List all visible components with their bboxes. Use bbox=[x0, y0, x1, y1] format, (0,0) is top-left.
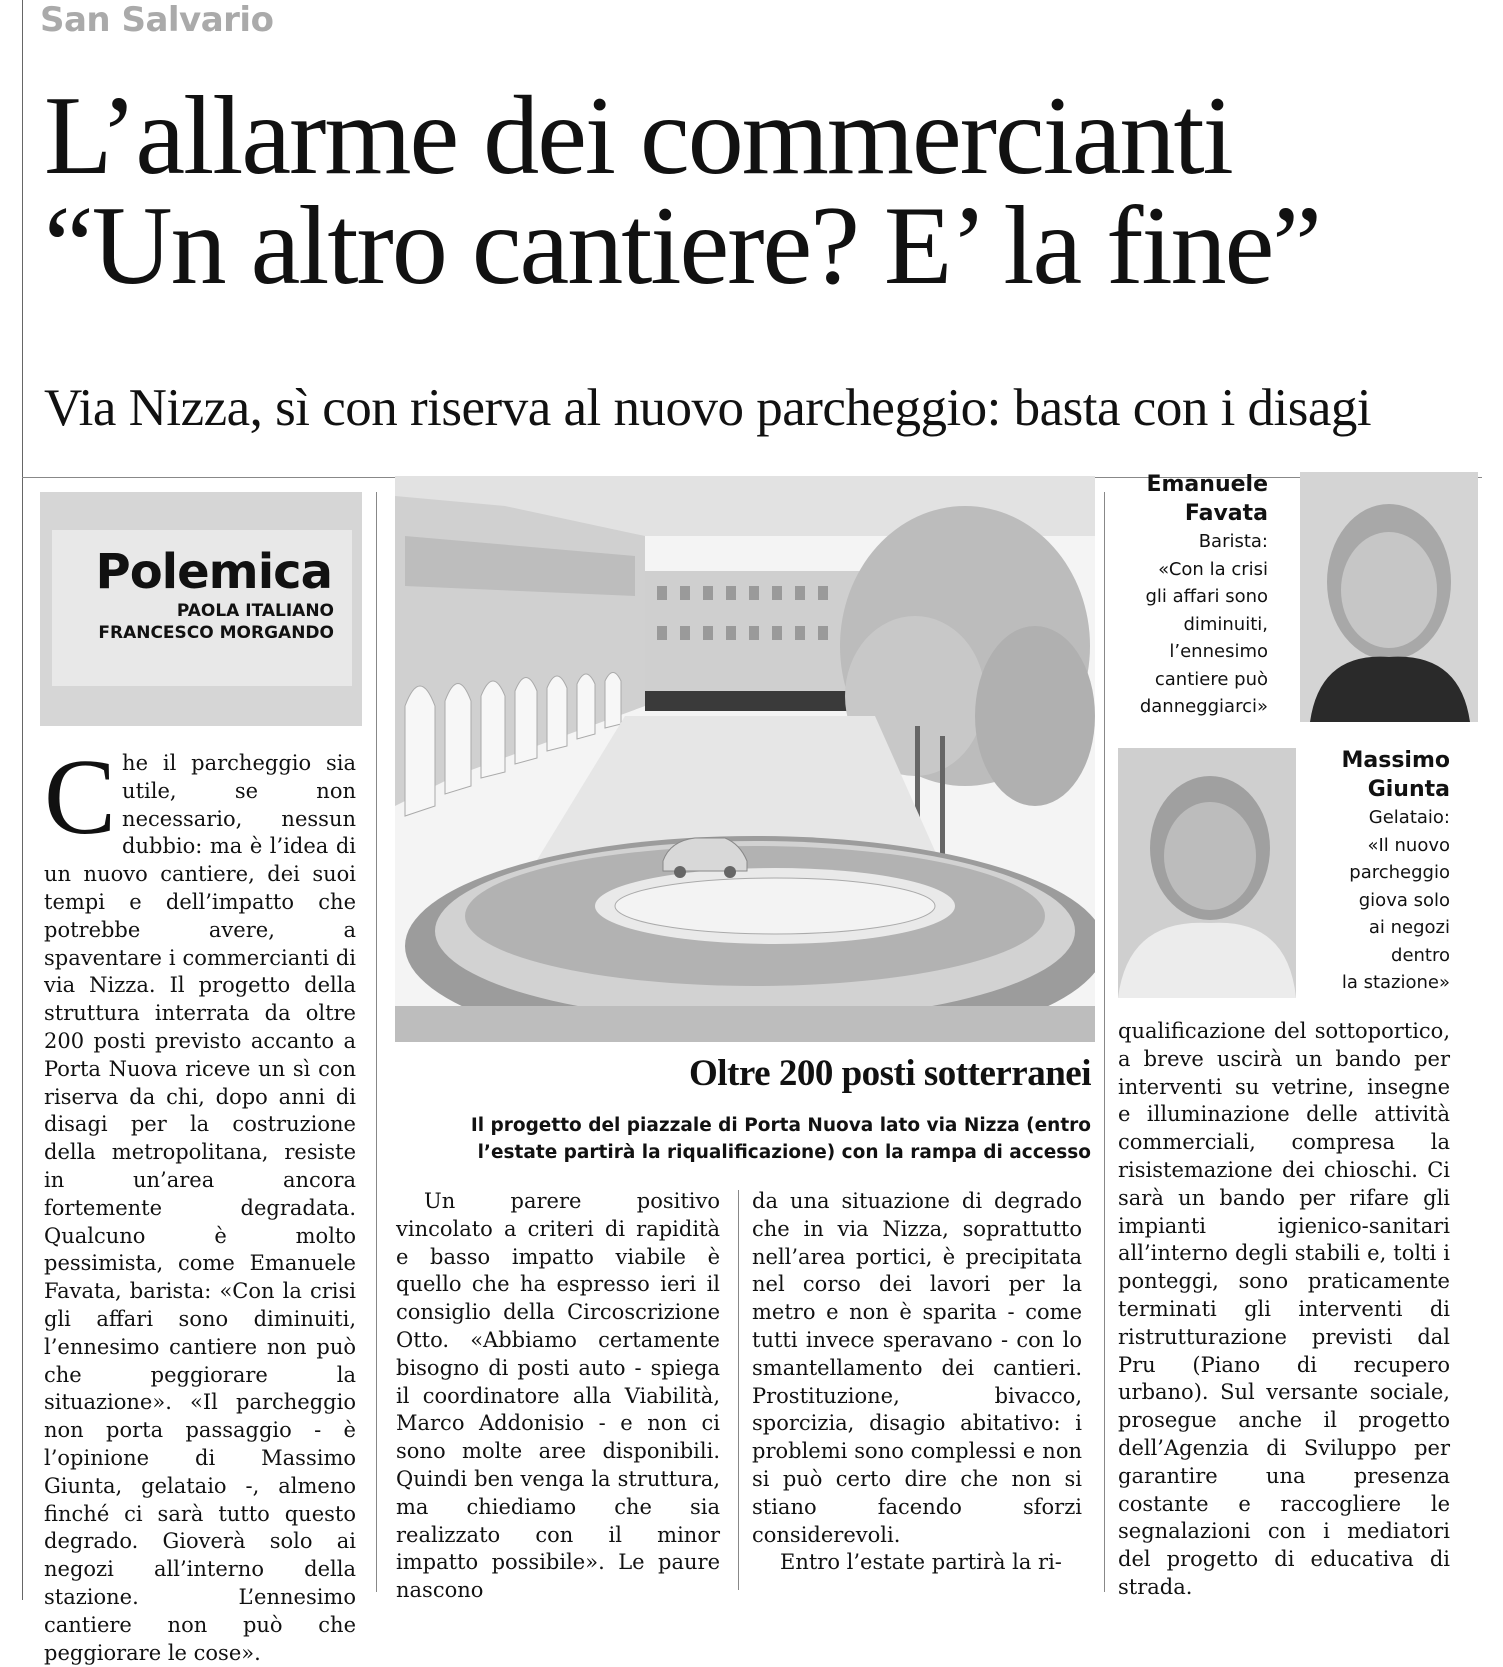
article-column-2 bbox=[396, 1188, 720, 1605]
article-column-1 bbox=[44, 738, 356, 1665]
quote-1-role: Barista: bbox=[1198, 531, 1268, 552]
author-2: FRANCESCO MORGANDO bbox=[98, 623, 334, 643]
article-text-col1: he il parcheggio sia utile, se non necessario, nessun dubbio: ma è l’idea di un nuovo cantiere, dei suoi tempi e dell’impatto che potrebbe avere, a spaventare i commercianti di via Nizza. Il progetto della struttura interrata da oltre 200 posti previsto accanto a Porta Nuova riceve un sì con riserva da chi, dopo anni di disagi per la costruzione della metropolitana, resiste in un’area ancora fortemente degradata. Qualcuno è molto pessimista, come Emanuele Favata, barista: «Con la crisi gli affari sono diminuiti, l’ennesimo cantiere non può che peggiorare la situazione». «Il parcheggio non porta passaggio - è l’opinione di Massimo Giunta, gelataio -, almeno finché ci sarà tutto questo degrado. Gioverà solo ai negozi all’interno della stazione. L’ennesimo cantiere non può che peggiorare le cose». bbox=[44, 751, 356, 1665]
polemica-box-inner bbox=[52, 530, 352, 686]
quote-1-name-1: Emanuele bbox=[1146, 472, 1268, 497]
quote-2-line: ai negozi bbox=[1368, 917, 1450, 938]
person-portrait-icon bbox=[1300, 472, 1478, 722]
quote-1-line: cantiere può bbox=[1154, 668, 1268, 690]
quote-2-line: giova solo bbox=[1358, 889, 1450, 911]
quote-2-name-1: Massimo bbox=[1341, 748, 1450, 773]
quote-giunta bbox=[1300, 746, 1450, 997]
column-divider-3 bbox=[1104, 492, 1105, 1592]
quote-1-line: «Con la crisi bbox=[1158, 558, 1268, 580]
article-text-col4: qualificazione del sottoportico, a breve uscirà un bando per interventi su vetrine, insegne e illuminazione delle attività commerciali, compresa la risistemazione dei chioschi. Ci sarà un bando per rifare gli impianti igienico-sanitari all’interno degli stabili e, tolti i ponteggi, sono praticamente terminati gli interventi di ristrutturazione previsti dal Pru (Piano di recupero urbano). Sul versante sociale, prosegue anche il progetto dell’Agenzia di Sviluppo per garantire una presenza costante e raccogliere le segnalazioni con i mediatori del progetto di educativa di strada. bbox=[1118, 1019, 1450, 1599]
article-column-4 bbox=[1118, 1018, 1450, 1602]
photo-caption-text: Il progetto del piazzale di Porta Nuova lato via Nizza (entro l’estate partirà la riqualificazione) con la rampa di accesso bbox=[470, 1115, 1091, 1163]
piazza-rendering-illustration bbox=[395, 476, 1095, 1042]
column-divider-2 bbox=[738, 1190, 739, 1590]
dropcap: C bbox=[44, 738, 117, 857]
column-divider-1 bbox=[376, 492, 377, 1592]
project-rendering-photo bbox=[395, 476, 1095, 1042]
quote-favata bbox=[1118, 470, 1268, 721]
photo-caption-title: Oltre 200 posti sotterranei bbox=[689, 1053, 1091, 1094]
article-text-col2: Un parere positivo vincolato a criteri di rapidità e basso impatto viabile è quello che ha espresso ieri il consiglio della Circoscrizione Otto. «Abbiamo certamente bisogno di posti auto - spiega il coordinatore alla Viabilità, Marco Addonisio - e non ci sono molte aree disponibili. Quindi ben venga la struttura, ma chiediamo che sia realizzato con il minor impatto possibile». Le paure nascono bbox=[396, 1189, 720, 1603]
subheadline: Via Nizza, sì con riserva al nuovo parcheggio: basta con i disagi bbox=[44, 379, 1372, 437]
quote-2-name-2: Giunta bbox=[1367, 777, 1450, 802]
portrait-giunta bbox=[1118, 748, 1296, 998]
quote-1-line: diminuiti, bbox=[1183, 613, 1268, 635]
author-1: PAOLA ITALIANO bbox=[176, 601, 334, 621]
quote-1-line: l’ennesimo bbox=[1169, 641, 1268, 662]
quote-2-line: «Il nuovo bbox=[1367, 834, 1450, 856]
quote-2-line: dentro bbox=[1391, 944, 1450, 966]
quote-1-line: gli affari sono bbox=[1145, 586, 1268, 607]
polemica-label: Polemica bbox=[95, 544, 332, 600]
quote-1-name-2: Favata bbox=[1184, 501, 1268, 526]
portrait-favata bbox=[1300, 472, 1478, 722]
article-column-3 bbox=[752, 1188, 1082, 1577]
quote-2-role: Gelataio: bbox=[1368, 807, 1450, 828]
quote-2-line: la stazione» bbox=[1341, 972, 1450, 993]
article-text-col3b: Entro l’estate partirà la ri- bbox=[780, 1550, 1062, 1575]
headline-line-2: “Un altro cantiere? E’ la fine” bbox=[44, 184, 1320, 308]
headline-line-1: L’allarme dei commercianti bbox=[44, 74, 1232, 198]
left-margin-rule bbox=[22, 0, 23, 1600]
article-text-col3a: da una situazione di degrado che in via Nizza, soprattutto nell’area portici, è precipitata nel corso dei lavori per la metro e non è sparita - come tutti invece speravano - con lo smantellamento dei cantieri. Prostituzione, bivacco, sporcizia, disagio abitativo: i problemi sono complessi e non si può certo dire che non si stiano facendo sforzi considerevoli. bbox=[752, 1189, 1082, 1547]
quote-2-line: parcheggio bbox=[1349, 862, 1450, 883]
polemica-box bbox=[40, 492, 362, 726]
person-portrait-icon bbox=[1118, 748, 1296, 998]
section-kicker: San Salvario bbox=[40, 0, 274, 40]
quote-1-line: danneggiarci» bbox=[1139, 696, 1268, 717]
